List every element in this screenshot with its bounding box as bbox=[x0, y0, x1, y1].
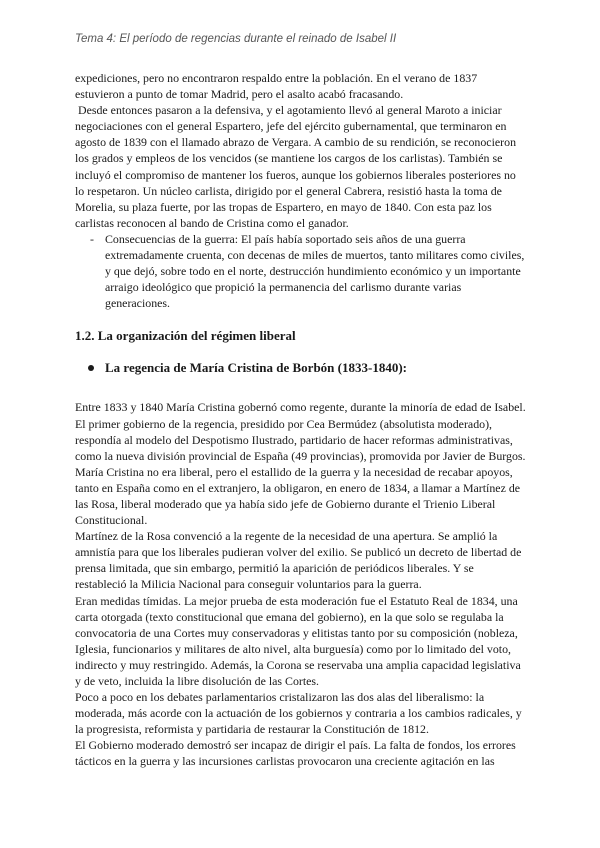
subsection-heading bbox=[75, 359, 527, 377]
paragraph: expediciones, pero no encontraron respaldo entre la población. En el verano de 1837 estuvieron a punto de tomar Madrid, pero el asalto acabó fracasando. bbox=[75, 71, 481, 102]
subsection-heading-text: La regencia de María Cristina de Borbón (1833-1840): bbox=[105, 360, 407, 376]
dash-list bbox=[75, 231, 527, 311]
running-header: Tema 4: El período de regencias durante el reinado de Isabel II bbox=[75, 33, 397, 45]
paragraph: Entre 1833 y 1840 María Cristina gobernó como regente, durante la minoría de edad de Isabel. El primer gobierno de la regencia, presidido por Cea Bermúdez (absolutista moderado), respondía al modelo del Despotismo Ilustrado, partidario de hacer reformas administrativas, como la nueva división provincial de España (49 provincias), promovida por Javier de Burgos. María Cristina no era liberal, pero el estallido de la guerra y la necesidad de recabar apoyos, tanto en España como en el extranjero, la obligaron, en enero de 1834, a llamar a Martínez de las Rosa, liberal moderado que ya había sido jefe de Gobierno durante el Trienio Liberal Constitucional. bbox=[75, 400, 529, 528]
bullet-dot-icon bbox=[88, 365, 94, 371]
paragraph: Desde entonces pasaron a la defensiva, y el agotamiento llevó al general Maroto a iniciar negociaciones con el general Espartero, jefe del ejército gubernamental, que terminaron en agosto de 1839 con el llamado abrazo de Vergara. A cambio de su rendición, se reconocieron los grados y empleos de los vencidos (se mantiene los cargos de los carlistas). También se incluyó el compromiso de mantener los fueros, aunque los gobiernos liberales posteriores no lo respetaron. Un núcleo carlista, dirigido por el general Cabrera, resistió hasta la toma de Morelia, su plaza fuerte, por las tropas de Espartero, en mayo de 1840. Con esta paz los carlistas reconocen al bando de Cristina como el ganador. bbox=[75, 103, 519, 230]
section-heading: 1.2. La organización del régimen liberal bbox=[75, 328, 296, 344]
paragraph: Eran medidas tímidas. La mejor prueba de esta moderación fue el Estatuto Real de 1834, una carta otorgada (texto constitucional que emana del gobierno), en la que solo se regulaba la convocatoria de una Cortes muy conservadoras y elitistas tanto por su composición (nobleza, Iglesia, funcionarios y militares de alto nivel, alta burguesía) como por lo limitado del voto, indirecto y muy restringido. Además, la Corona se reservaba una amplia capacidad legislativa y de veto, incluida la libre disolución de las Cortes. bbox=[75, 593, 524, 688]
paragraph: Martínez de la Rosa convenció a la regente de la necesidad de una apertura. Se amplió la amnistía para que los liberales pudieran volver del exilio. Se publicó un decreto de libertad de prensa limitada, que sin embargo, permitió la aparición de periódicos liberales. Y se restableció la Milicia Nacional para conseguir voluntarios para la guerra. bbox=[75, 529, 525, 592]
document-body bbox=[75, 70, 527, 770]
list-item bbox=[75, 231, 527, 311]
list-item-text: Consecuencias de la guerra: El país había soportado seis años de una guerra extremadamente cruenta, con decenas de miles de muertos, tanto militares como civiles, y que dejó, sobre todo en el norte, destrucción hundimiento económico y un importante arraigo ideológico que propició la permanencia del carlismo durante varias generaciones. bbox=[105, 231, 525, 311]
paragraph: Poco a poco en los debates parlamentarios cristalizaron las dos alas del liberalismo: la moderada, más acorde con la actuación de los gobiernos y contraria a los cambios radicales, y la progresista, reformista y partidaria de restaurar la Constitución de 1812. bbox=[75, 690, 525, 737]
dash-marker: - bbox=[90, 231, 94, 246]
paragraph: El Gobierno moderado demostró ser incapaz de dirigir el país. La falta de fondos, los errores tácticos en la guerra y las incursiones carlistas provocaron una creciente agitación en las bbox=[75, 738, 519, 769]
